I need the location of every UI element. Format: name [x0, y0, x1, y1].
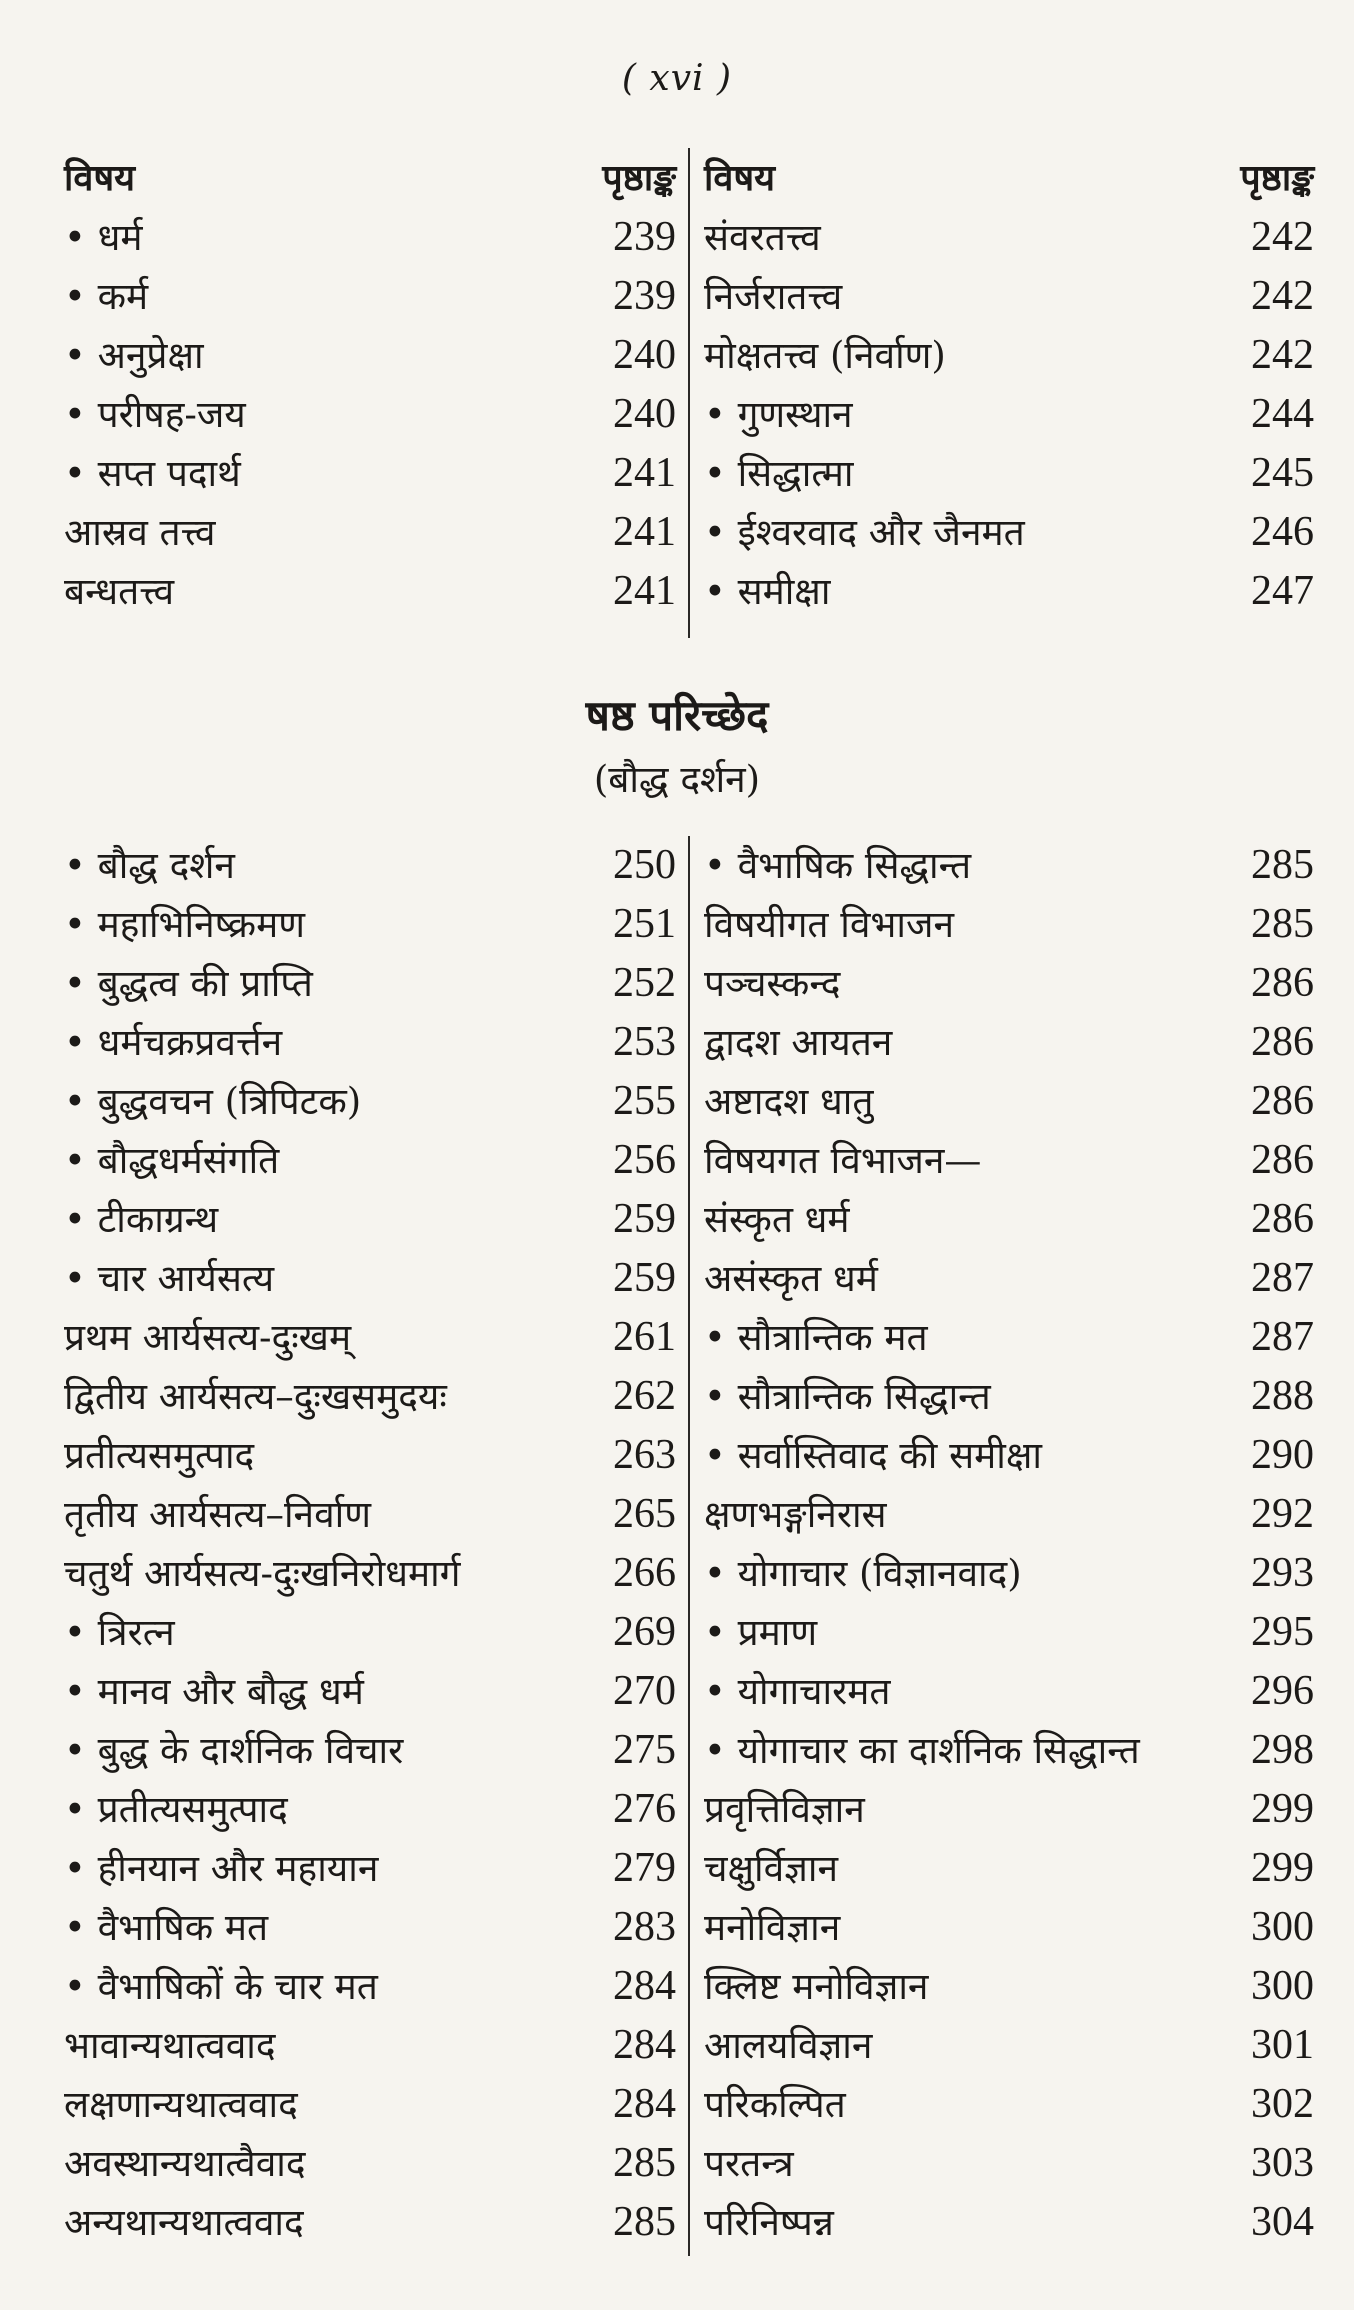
- entry-title: आस्रव तत्त्व: [64, 511, 216, 554]
- toc-entry: [704, 1308, 1314, 1367]
- toc-entry: [704, 208, 1314, 267]
- toc-entry: [704, 954, 1314, 1013]
- toc-entry: [64, 1072, 676, 1131]
- toc-entry: [64, 1190, 676, 1249]
- toc-entry: [64, 2134, 676, 2193]
- entry-title: • मानव और बौद्ध धर्म: [64, 1670, 364, 1713]
- entry-page-number: 290: [1251, 1432, 1314, 1478]
- subject-heading: विषय: [64, 157, 136, 199]
- entry-page-number: 240: [613, 332, 676, 378]
- entry-page-number: 250: [613, 842, 676, 888]
- entry-title: • वैभाषिकों के चार मत: [64, 1965, 378, 2008]
- entry-page-number: 265: [613, 1491, 676, 1537]
- entry-title: द्वितीय आर्यसत्य–दुःखसमुदयः: [64, 1375, 447, 1418]
- entry-title: लक्षणान्यथात्ववाद: [64, 2083, 298, 2126]
- toc-entry: [704, 1721, 1314, 1780]
- toc-entry: [64, 836, 676, 895]
- entry-page-number: 263: [613, 1432, 676, 1478]
- toc-entry: [64, 1485, 676, 1544]
- toc-entry: [704, 1249, 1314, 1308]
- entry-page-number: 253: [613, 1019, 676, 1065]
- entry-page-number: 241: [613, 509, 676, 555]
- entry-page-number: 286: [1251, 1019, 1314, 1065]
- entry-page-number: 269: [613, 1609, 676, 1655]
- entry-page-number: 284: [613, 2022, 676, 2068]
- toc-entry: [704, 326, 1314, 385]
- entry-page-number: 252: [613, 960, 676, 1006]
- toc-entry: [704, 1839, 1314, 1898]
- toc-entry: [704, 2075, 1314, 2134]
- chapter-title: षष्ठ परिच्छेद: [585, 691, 769, 740]
- toc-entry: [64, 1957, 676, 2016]
- toc-entry: [64, 1662, 676, 1721]
- toc-entry: [64, 1426, 676, 1485]
- toc-entry: [704, 1485, 1314, 1544]
- entry-title: असंस्कृत धर्म: [704, 1257, 878, 1300]
- toc-entry: [704, 444, 1314, 503]
- entry-page-number: 300: [1251, 1963, 1314, 2009]
- toc-entry: [704, 1603, 1314, 1662]
- entry-page-number: 239: [613, 273, 676, 319]
- entry-title: • समीक्षा: [704, 570, 831, 613]
- toc-section-1: [64, 148, 1314, 648]
- entry-page-number: 276: [613, 1786, 676, 1832]
- entry-page-number: 259: [613, 1255, 676, 1301]
- toc-entry: [64, 1780, 676, 1839]
- entry-title: • अनुप्रेक्षा: [64, 334, 204, 377]
- entry-title: क्लिष्ट मनोविज्ञान: [704, 1965, 929, 2008]
- entry-page-number: 270: [613, 1668, 676, 1714]
- entry-page-number: 299: [1251, 1845, 1314, 1891]
- entry-title: • वैभाषिक मत: [64, 1906, 269, 1949]
- entry-page-number: 266: [613, 1550, 676, 1596]
- entry-title: • ईश्वरवाद और जैनमत: [704, 511, 1025, 554]
- entry-page-number: 275: [613, 1727, 676, 1773]
- toc-right-column: [704, 148, 1314, 621]
- entry-page-number: 255: [613, 1078, 676, 1124]
- entry-title: परतन्त्र: [704, 2142, 794, 2185]
- entry-page-number: 279: [613, 1845, 676, 1891]
- entry-page-number: 286: [1251, 1196, 1314, 1242]
- toc-entry: [64, 208, 676, 267]
- toc-entry: [704, 1662, 1314, 1721]
- entry-page-number: 292: [1251, 1491, 1314, 1537]
- entry-title: • सिद्धात्मा: [704, 452, 854, 495]
- entry-title: • योगाचारमत: [704, 1670, 891, 1713]
- subject-heading: विषय: [704, 157, 776, 199]
- entry-page-number: 286: [1251, 1078, 1314, 1124]
- entry-title: चतुर्थ आर्यसत्य-दुःखनिरोधमार्ग: [64, 1552, 461, 1595]
- entry-title: परिनिष्पन्न: [704, 2201, 834, 2244]
- entry-title: प्रवृत्तिविज्ञान: [704, 1788, 865, 1831]
- page-heading: पृष्ठाङ्क: [1240, 157, 1314, 199]
- entry-title: • महाभिनिष्क्रमण: [64, 903, 305, 946]
- entry-title: • सौत्रान्तिक मत: [704, 1316, 928, 1359]
- entry-page-number: 256: [613, 1137, 676, 1183]
- entry-title: संस्कृत धर्म: [704, 1198, 850, 1241]
- toc-right-column: [704, 836, 1314, 2252]
- toc-entry: [704, 895, 1314, 954]
- entry-title: • टीकाग्रन्थ: [64, 1198, 219, 1241]
- entry-title: • बौद्ध दर्शन: [64, 844, 235, 887]
- entry-title: मनोविज्ञान: [704, 1906, 841, 1949]
- toc-entry: [64, 562, 676, 621]
- entry-title: • बुद्ध के दार्शनिक विचार: [64, 1729, 404, 1772]
- entry-title: चक्षुर्विज्ञान: [704, 1847, 839, 1890]
- entry-title: • सौत्रान्तिक सिद्धान्त: [704, 1375, 991, 1418]
- entry-page-number: 245: [1251, 450, 1314, 496]
- toc-section-2: [64, 836, 1314, 2266]
- entry-page-number: 303: [1251, 2140, 1314, 2186]
- toc-entry: [64, 1013, 676, 1072]
- entry-title: • धर्मचक्रप्रवर्त्तन: [64, 1021, 283, 1064]
- entry-page-number: 241: [613, 450, 676, 496]
- entry-page-number: 296: [1251, 1668, 1314, 1714]
- entry-title: अष्टादश धातु: [704, 1080, 874, 1123]
- entry-page-number: 287: [1251, 1314, 1314, 1360]
- toc-entry: [64, 1839, 676, 1898]
- toc-entry: [64, 1131, 676, 1190]
- toc-entry: [704, 2193, 1314, 2252]
- toc-entry: [64, 385, 676, 444]
- toc-entry: [704, 2016, 1314, 2075]
- toc-entry: [64, 1367, 676, 1426]
- entry-page-number: 259: [613, 1196, 676, 1242]
- entry-title: विषयगत विभाजन—: [704, 1139, 982, 1182]
- toc-entry: [64, 2193, 676, 2252]
- entry-page-number: 262: [613, 1373, 676, 1419]
- entry-page-number: 242: [1251, 332, 1314, 378]
- toc-left-column: [64, 836, 676, 2252]
- page-heading: पृष्ठाङ्क: [602, 157, 676, 199]
- entry-title: मोक्षतत्त्व (निर्वाण): [704, 334, 946, 377]
- entry-page-number: 251: [613, 901, 676, 947]
- toc-entry: [704, 1131, 1314, 1190]
- toc-entry: [704, 503, 1314, 562]
- toc-entry: [64, 1249, 676, 1308]
- toc-entry: [704, 836, 1314, 895]
- entry-page-number: 240: [613, 391, 676, 437]
- entry-page-number: 284: [613, 1963, 676, 2009]
- entry-title: • चार आर्यसत्य: [64, 1257, 275, 1300]
- toc-entry: [64, 326, 676, 385]
- chapter-subtitle: (बौद्ध दर्शन): [593, 758, 761, 801]
- entry-page-number: 295: [1251, 1609, 1314, 1655]
- entry-page-number: 301: [1251, 2022, 1314, 2068]
- entry-title: • बुद्धत्व की प्राप्ति: [64, 962, 313, 1005]
- toc-entry: [704, 1013, 1314, 1072]
- entry-page-number: 287: [1251, 1255, 1314, 1301]
- toc-entry: [704, 267, 1314, 326]
- entry-title: संवरतत्त्व: [704, 216, 821, 259]
- entry-title: क्षणभङ्गनिरास: [704, 1493, 887, 1536]
- entry-title: • हीनयान और महायान: [64, 1847, 379, 1890]
- entry-title: • कर्म: [64, 275, 149, 318]
- entry-title: • योगाचार का दार्शनिक सिद्धान्त: [704, 1729, 1140, 1772]
- entry-page-number: 283: [613, 1904, 676, 1950]
- toc-entry: [704, 1544, 1314, 1603]
- entry-title: • बुद्धवचन (त्रिपिटक): [64, 1080, 362, 1123]
- column-divider: [688, 836, 690, 2256]
- entry-title: परिकल्पित: [704, 2083, 846, 2126]
- toc-entries: [64, 836, 676, 2252]
- toc-entry: [64, 267, 676, 326]
- entry-page-number: 285: [613, 2140, 676, 2186]
- entry-title: • प्रमाण: [704, 1611, 818, 1654]
- entry-page-number: 242: [1251, 273, 1314, 319]
- entry-page-number: 284: [613, 2081, 676, 2127]
- entry-page-number: 246: [1251, 509, 1314, 555]
- toc-entry: [64, 954, 676, 1013]
- entry-page-number: 288: [1251, 1373, 1314, 1419]
- toc-entry: [64, 1603, 676, 1662]
- entry-page-number: 300: [1251, 1904, 1314, 1950]
- entry-title: प्रथम आर्यसत्य-दुःखम्: [64, 1316, 352, 1359]
- toc-entry: [704, 1780, 1314, 1839]
- entry-title: बन्धतत्त्व: [64, 570, 175, 613]
- entry-title: प्रतीत्यसमुत्पाद: [64, 1434, 255, 1477]
- entry-page-number: 299: [1251, 1786, 1314, 1832]
- column-divider: [688, 148, 690, 638]
- entry-page-number: 244: [1251, 391, 1314, 437]
- toc-entry: [704, 385, 1314, 444]
- entry-title: • बौद्धधर्मसंगति: [64, 1139, 280, 1182]
- toc-entries: [64, 208, 676, 621]
- toc-entry: [64, 2075, 676, 2134]
- column-header: [64, 148, 676, 208]
- toc-entry: [704, 1367, 1314, 1426]
- toc-entry: [704, 562, 1314, 621]
- toc-entry: [64, 503, 676, 562]
- toc-entry: [704, 1957, 1314, 2016]
- entry-title: • धर्म: [64, 216, 143, 259]
- toc-entry: [704, 1898, 1314, 1957]
- entry-title: • प्रतीत्यसमुत्पाद: [64, 1788, 288, 1831]
- entry-title: • परीषह-जय: [64, 393, 246, 436]
- entry-page-number: 239: [613, 214, 676, 260]
- entry-title: • योगाचार (विज्ञानवाद): [704, 1552, 1022, 1595]
- entry-page-number: 298: [1251, 1727, 1314, 1773]
- entry-title: निर्जरातत्त्व: [704, 275, 843, 318]
- entry-page-number: 247: [1251, 568, 1314, 614]
- entry-page-number: 285: [1251, 901, 1314, 947]
- toc-entry: [704, 1072, 1314, 1131]
- entry-title: • वैभाषिक सिद्धान्त: [704, 844, 972, 887]
- toc-entry: [704, 1426, 1314, 1485]
- toc-entry: [64, 1721, 676, 1780]
- entry-title: • गुणस्थान: [704, 393, 853, 436]
- entry-page-number: 285: [1251, 842, 1314, 888]
- toc-entries: [704, 208, 1314, 621]
- entry-page-number: 242: [1251, 214, 1314, 260]
- entry-page-number: 241: [613, 568, 676, 614]
- toc-entry: [704, 2134, 1314, 2193]
- toc-entry: [64, 2016, 676, 2075]
- entry-title: अवस्थान्यथात्वैवाद: [64, 2142, 306, 2185]
- entry-title: आलयविज्ञान: [704, 2024, 873, 2067]
- toc-left-column: [64, 148, 676, 621]
- entry-title: अन्यथान्यथात्ववाद: [64, 2201, 304, 2244]
- entry-title: • त्रिरत्न: [64, 1611, 175, 1654]
- entry-title: भावान्यथात्ववाद: [64, 2024, 276, 2067]
- entry-title: तृतीय आर्यसत्य–निर्वाण: [64, 1493, 371, 1536]
- entry-page-number: 304: [1251, 2199, 1314, 2245]
- toc-entry: [64, 1544, 676, 1603]
- toc-entry: [64, 1308, 676, 1367]
- toc-entry: [704, 1190, 1314, 1249]
- entry-page-number: 293: [1251, 1550, 1314, 1596]
- entry-page-number: 286: [1251, 1137, 1314, 1183]
- entry-title: • सर्वास्तिवाद की समीक्षा: [704, 1434, 1042, 1477]
- entry-page-number: 286: [1251, 960, 1314, 1006]
- toc-entry: [64, 895, 676, 954]
- column-header: [704, 148, 1314, 208]
- entry-title: द्वादश आयतन: [704, 1021, 893, 1064]
- toc-entry: [64, 1898, 676, 1957]
- entry-page-number: 285: [613, 2199, 676, 2245]
- toc-entry: [64, 444, 676, 503]
- page-number: ( xvi ): [621, 58, 733, 99]
- entry-title: पञ्चस्कन्द: [704, 962, 841, 1005]
- entry-title: • सप्त पदार्थ: [64, 452, 241, 495]
- toc-entries: [704, 836, 1314, 2252]
- entry-page-number: 261: [613, 1314, 676, 1360]
- entry-page-number: 302: [1251, 2081, 1314, 2127]
- entry-title: विषयीगत विभाजन: [704, 903, 955, 946]
